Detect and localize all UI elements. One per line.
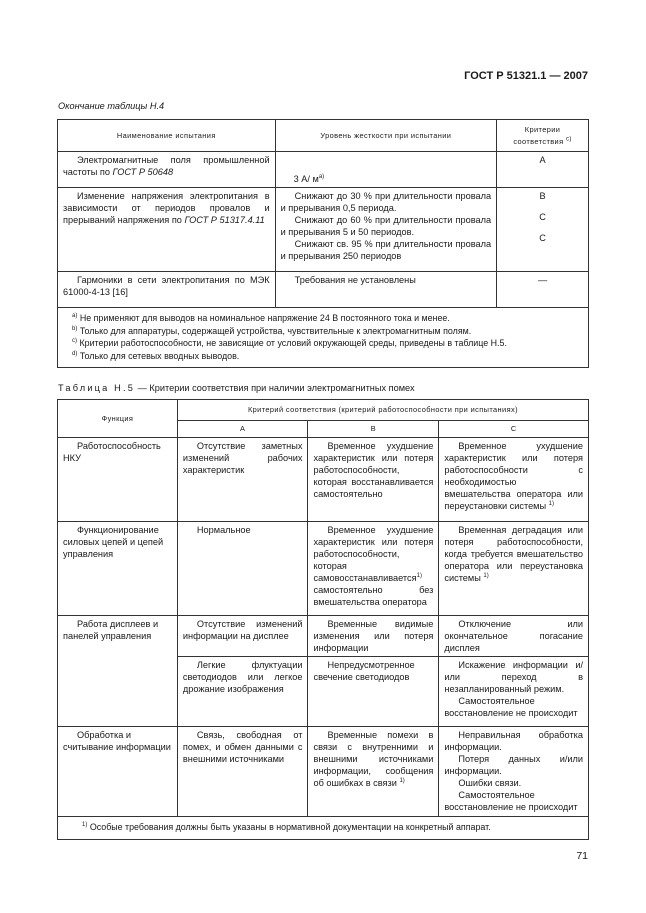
h4-row1-test-ref: ГОСТ Р 50648 — [112, 167, 174, 177]
cell-text: Временные помехи в связи с внутренними и внешними источниками информации, сообщения об ошибках в связи — [313, 730, 434, 788]
h5-row4-a: Легкие флуктуации светодиодов или легкое дрожание изображения — [177, 657, 308, 727]
h4-footnote-b — [72, 325, 580, 338]
cell-text: Временное ухудшение характеристик или потеря работоспособности, которая самовосстанавливается — [313, 525, 434, 583]
h4-row2-test-ref: ГОСТ Р 51317.4.11 — [184, 215, 265, 225]
h5-row3-a: Отсутствие изменений информации на дисплее — [177, 616, 308, 657]
cell-text: самостоятельно без вмешательства оператора — [313, 585, 434, 607]
footnote-mark: a) — [72, 313, 78, 320]
h4-row1-criteria: А — [497, 152, 589, 188]
h4-footnote-a — [72, 312, 580, 325]
h5-row4-b: Непредусмотренное свечение светодиодов — [308, 657, 439, 727]
h4-row3-criteria: — — [497, 272, 589, 308]
h4-header-criteria-sup: c) — [565, 136, 572, 143]
h5-row1-b: Временное ухудшение характеристик или потеря работоспособности, которая восстанавливается самостоятельно — [308, 438, 439, 522]
h4-row2-criteria-1: В — [539, 191, 546, 201]
cell-line: Потеря данных и/или информации. — [444, 754, 583, 776]
h5-row4-c — [439, 657, 589, 727]
h4-row2-test — [58, 188, 276, 272]
footnote-text: Не применяют для выводов на номинальное напряжение 24 В постоянного тока и менее. — [79, 313, 450, 323]
footnote-mark: d) — [72, 350, 78, 357]
h4-row2-test-text: Изменение напряжения электропитания в зависимости от периодов провалов и прерываний напряжения по — [63, 191, 270, 225]
page-number: 71 — [576, 850, 588, 862]
h5-row3-b: Временные видимые изменения или потеря информации — [308, 616, 439, 657]
table-h5 — [57, 399, 589, 840]
footnote-text: Только для аппаратуры, содержащей устройства, чувствительные к электромагнитным полям. — [79, 325, 472, 336]
footnote-mark: b) — [72, 325, 78, 332]
table-h5-caption-text: — Критерии соответствия при наличии электромагнитных помех — [137, 383, 415, 393]
h5-row5-a: Связь, свободная от помех, и обмен данными с внешними источниками — [177, 727, 308, 817]
h5-footnote — [58, 817, 589, 840]
h5-row2-function: Функционирование силовых цепей и цепей управления — [58, 522, 178, 616]
h4-footnote-c — [72, 337, 580, 350]
cell-line: Искажение информации и/или переход в незапланированный режим. — [444, 660, 583, 694]
h4-row1-test — [58, 152, 276, 188]
h5-row3-c: Отключение или окончательное погасание дисплея — [439, 616, 589, 657]
h5-row3-function: Работа дисплеев и панелей управления — [58, 616, 178, 727]
h4-row3-level: Требования не установлены — [275, 272, 496, 308]
h5-header-group: Критерий соответствия (критерий работоспособности при испытаниях) — [177, 400, 588, 421]
h5-header-a: А — [177, 421, 308, 438]
cell-line: Самостоятельное восстановление не происходит — [444, 696, 578, 718]
h5-row2-b — [308, 522, 439, 616]
h4-row1-level-text: 3 А/ м — [293, 174, 319, 184]
h4-footnotes — [58, 308, 589, 368]
cell-line: Самостоятельное восстановление не происходит — [444, 790, 578, 812]
footnote-text: Особые требования должны быть указаны в нормативной документации на конкретный аппарат. — [89, 822, 491, 832]
h5-header-function: Функция — [58, 400, 178, 438]
cell-text: Временное ухудшение характеристик или потеря работоспособности с необходимостью вмешательства оператора или переустановки системы — [444, 441, 583, 511]
standard-header: ГОСТ Р 51321.1 — 2007 — [464, 70, 588, 82]
h5-row5-c — [439, 727, 589, 817]
h4-header-test: Наименование испытания — [58, 120, 276, 152]
footnote-mark: c) — [72, 338, 77, 345]
h4-row2-level-3: Снижают св. 95 % при длительности провала и прерывания 250 периодов — [280, 239, 492, 261]
cell-text: Временная деградация или потеря работоспособности, когда требуется вмешательство оператора или переустановка системы — [444, 525, 583, 583]
footnote-mark: 1) — [82, 822, 88, 829]
h4-header-criteria-text: Критерии соответствия — [513, 124, 564, 146]
cell-line: Ошибки связи. — [458, 778, 522, 788]
table-h4 — [57, 119, 589, 368]
h4-header-criteria — [497, 120, 589, 152]
h5-row5-b — [308, 727, 439, 817]
h5-row2-c — [439, 522, 589, 616]
h5-row2-a: Нормальное — [177, 522, 308, 616]
h4-row2-criteria — [497, 188, 589, 272]
footnote-mark: 1) — [399, 777, 405, 784]
footnote-mark: 1) — [548, 500, 555, 507]
h4-row3-test: Гармоники в сети электропитания по МЭК 61000-4-13 [16] — [58, 272, 276, 308]
footnote-mark: 1) — [483, 572, 489, 579]
h4-row2-level-1: Снижают до 30 % при длительности провала и прерывания 0,5 периода. — [280, 191, 492, 213]
h4-row1-level-sup: a) — [318, 173, 325, 180]
table-h5-caption — [58, 383, 415, 393]
footnote-text: Только для сетевых вводных выводов. — [79, 350, 240, 361]
h5-row5-function: Обработка и считывание информации — [58, 727, 178, 817]
cell-line: Неправильная обработка информации. — [444, 730, 583, 752]
h4-row2-criteria-2: С — [539, 212, 546, 222]
h4-row2-level — [275, 188, 496, 272]
h4-footnote-d — [72, 350, 580, 363]
h4-row2-criteria-3: С — [539, 233, 546, 243]
h5-row1-c — [439, 438, 589, 522]
h4-row1-test-text: Электромагнитные поля промышленной частоты по — [63, 155, 270, 177]
h5-header-c: С — [439, 421, 589, 438]
h4-header-level: Уровень жесткости при испытании — [275, 120, 496, 152]
footnote-mark: 1) — [416, 572, 422, 579]
h5-row1-function: Работоспособность НКУ — [58, 438, 178, 522]
h5-row1-a: Отсутствие заметных изменений рабочих характеристик — [177, 438, 308, 522]
table-h4-caption: Окончание таблицы Н.4 — [58, 101, 165, 111]
table-h5-caption-label: Таблица Н.5 — [58, 383, 136, 393]
footnote-text: Критерии работоспособности, не зависящие от условий окружающей среды, приведены в таблице Н.5. — [79, 338, 507, 348]
h4-row2-level-2: Снижают до 60 % при длительности провала и прерывания 5 и 50 периодов. — [280, 215, 492, 237]
h5-header-b: В — [308, 421, 439, 438]
h4-row1-level — [275, 152, 496, 188]
